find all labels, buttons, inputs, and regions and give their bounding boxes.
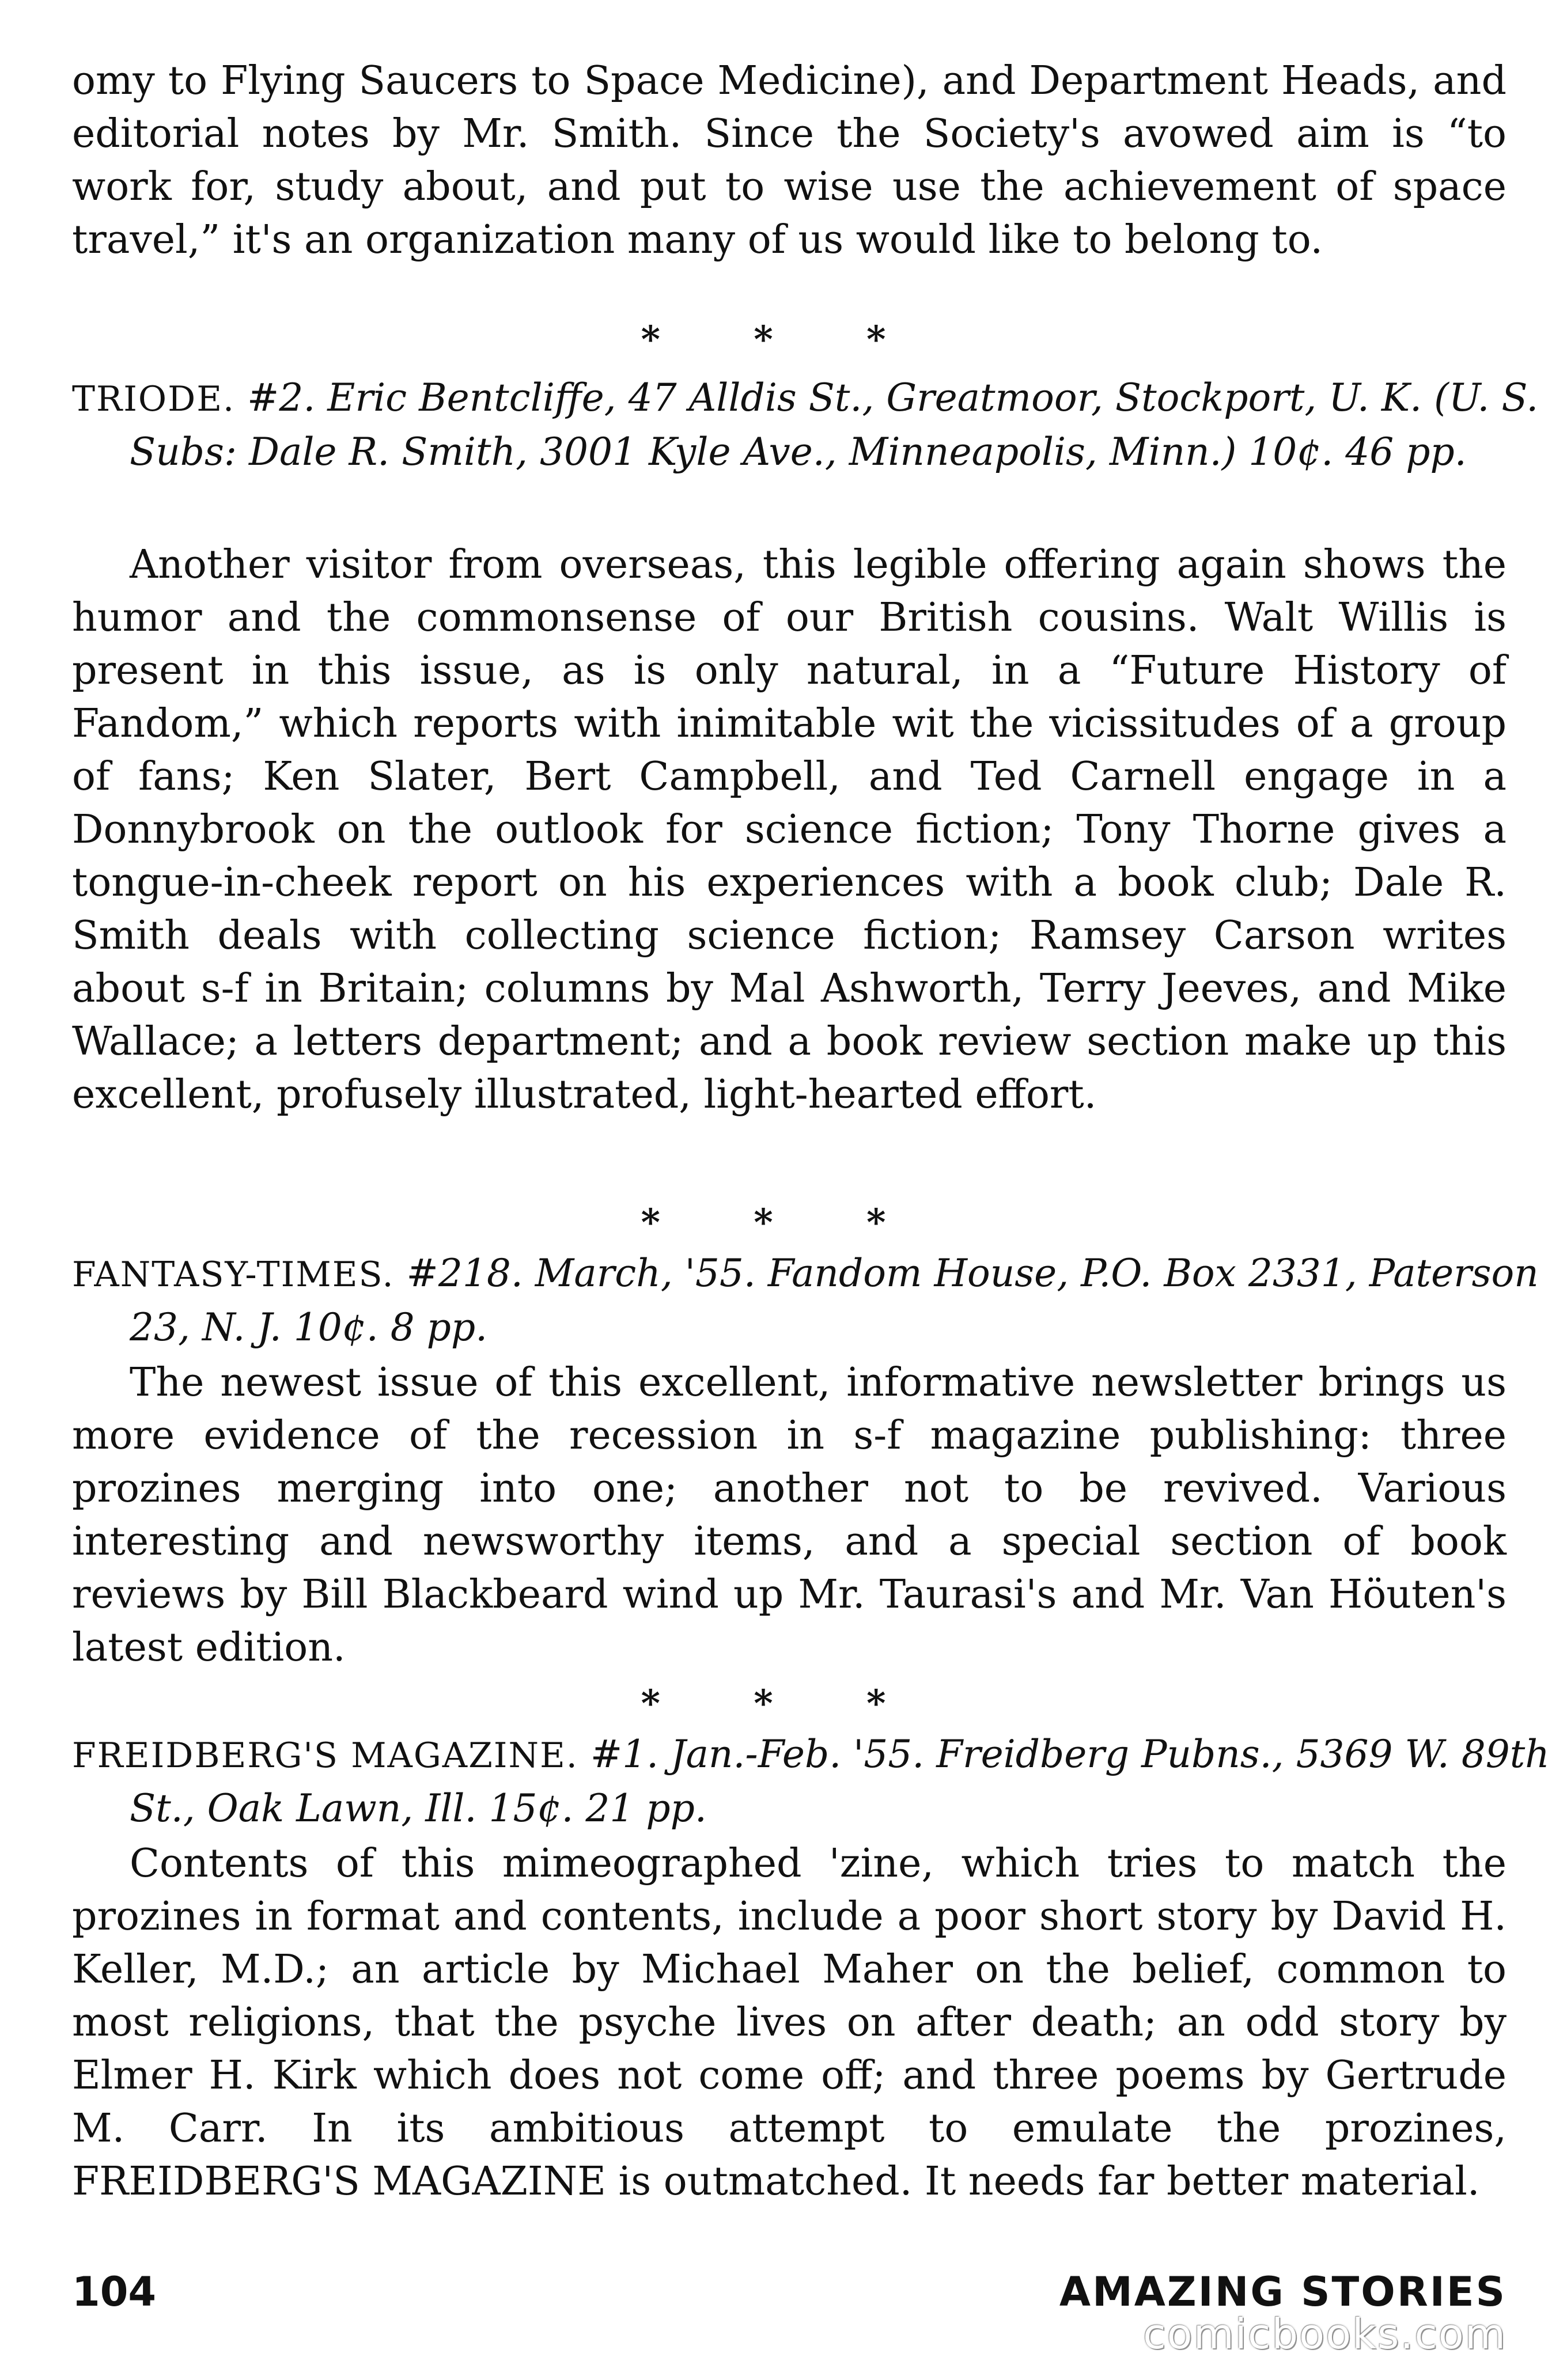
intro-paragraph: omy to Flying Saucers to Space Medicine), and Department Heads, and editorial notes by Mr. Smith. Since the Society's avowed aim is “to work for, study about, and put to wise use the achievement of space travel,” it's an organization many of us would like to belong to. [72, 58, 1507, 263]
section-separator: * * * [641, 1682, 926, 1725]
review-heading-freidberg [72, 1728, 1564, 1835]
review-body-fantasy-times: The newest issue of this excellent, informative newsletter brings us more evidence of the recession in s-f magazine publishing: three prozines merging into one; another not to be revived. Various interesting and newsworthy items, and a special section of book reviews by Bill Blackbeard wind up Mr. Taurasi's and Mr. Van Höuten's latest edition. [72, 1360, 1507, 1670]
section-separator: * * * [641, 318, 926, 361]
review-heading-fantasy-times [72, 1247, 1564, 1354]
review-body-freidberg: Contents of this mimeographed 'zine, which tries to match the prozines in format and contents, include a poor short story by David H. Keller, M.D.; an article by Michael Maher on the belief, common to most religions, that the psyche lives on after death; an odd story by Elmer H. Kirk which does not come off; and three poems by Gertrude M. Carr. In its ambitious attempt to emulate the prozines, FREIDBERG'S MAGAZINE is outmatched. It needs far better material. [72, 1841, 1507, 2204]
review-details: #1. Jan.-Feb. '55. Freidberg Pubns., 5369 W. 89th St., Oak Lawn, Ill. 15¢. 21 pp. [130, 1732, 1550, 1831]
review-body-triode: Another visitor from overseas, this legible offering again shows the humor and the commonsense of our British cousins. Walt Willis is present in this issue, as is only natural, in a “Future History of Fandom,” which reports with inimitable wit the vicissitudes of a group of fans; Ken Slater, Bert Campbell, and Ted Carnell engage in a Donnybrook on the outlook for science fiction; Tony Thorne gives a tongue-in-cheek report on his experiences with a book club; Dale R. Smith deals with collecting science fiction; Ramsey Carson writes about s-f in Britain; columns by Mal Ashworth, Terry Jeeves, and Mike Wallace; a letters department; and a book review section make up this excellent, profusely illustrated, light-hearted effort. [72, 542, 1507, 1117]
watermark: comicbooks.com [1142, 2310, 1507, 2358]
review-title: FREIDBERG'S MAGAZINE. [72, 1735, 578, 1776]
review-heading-triode [72, 372, 1564, 479]
review-details: #2. Eric Bentcliffe, 47 Alldis St., Greatmoor, Stockport, U. K. (U. S. Subs: Dale R. Smith, 3001 Kyle Ave., Minneapolis, Minn.) 10¢. 46 pp. [130, 376, 1539, 474]
review-details: #218. March, '55. Fandom House, P.O. Box 2331, Paterson 23, N. J. 10¢. 8 pp. [130, 1251, 1539, 1350]
section-separator: * * * [641, 1201, 926, 1244]
page-number: 104 [72, 2268, 157, 2315]
review-title: TRIODE. [72, 379, 236, 419]
review-title: FANTASY-TIMES. [72, 1255, 395, 1295]
running-head: AMAZING STORIES [1059, 2268, 1507, 2315]
